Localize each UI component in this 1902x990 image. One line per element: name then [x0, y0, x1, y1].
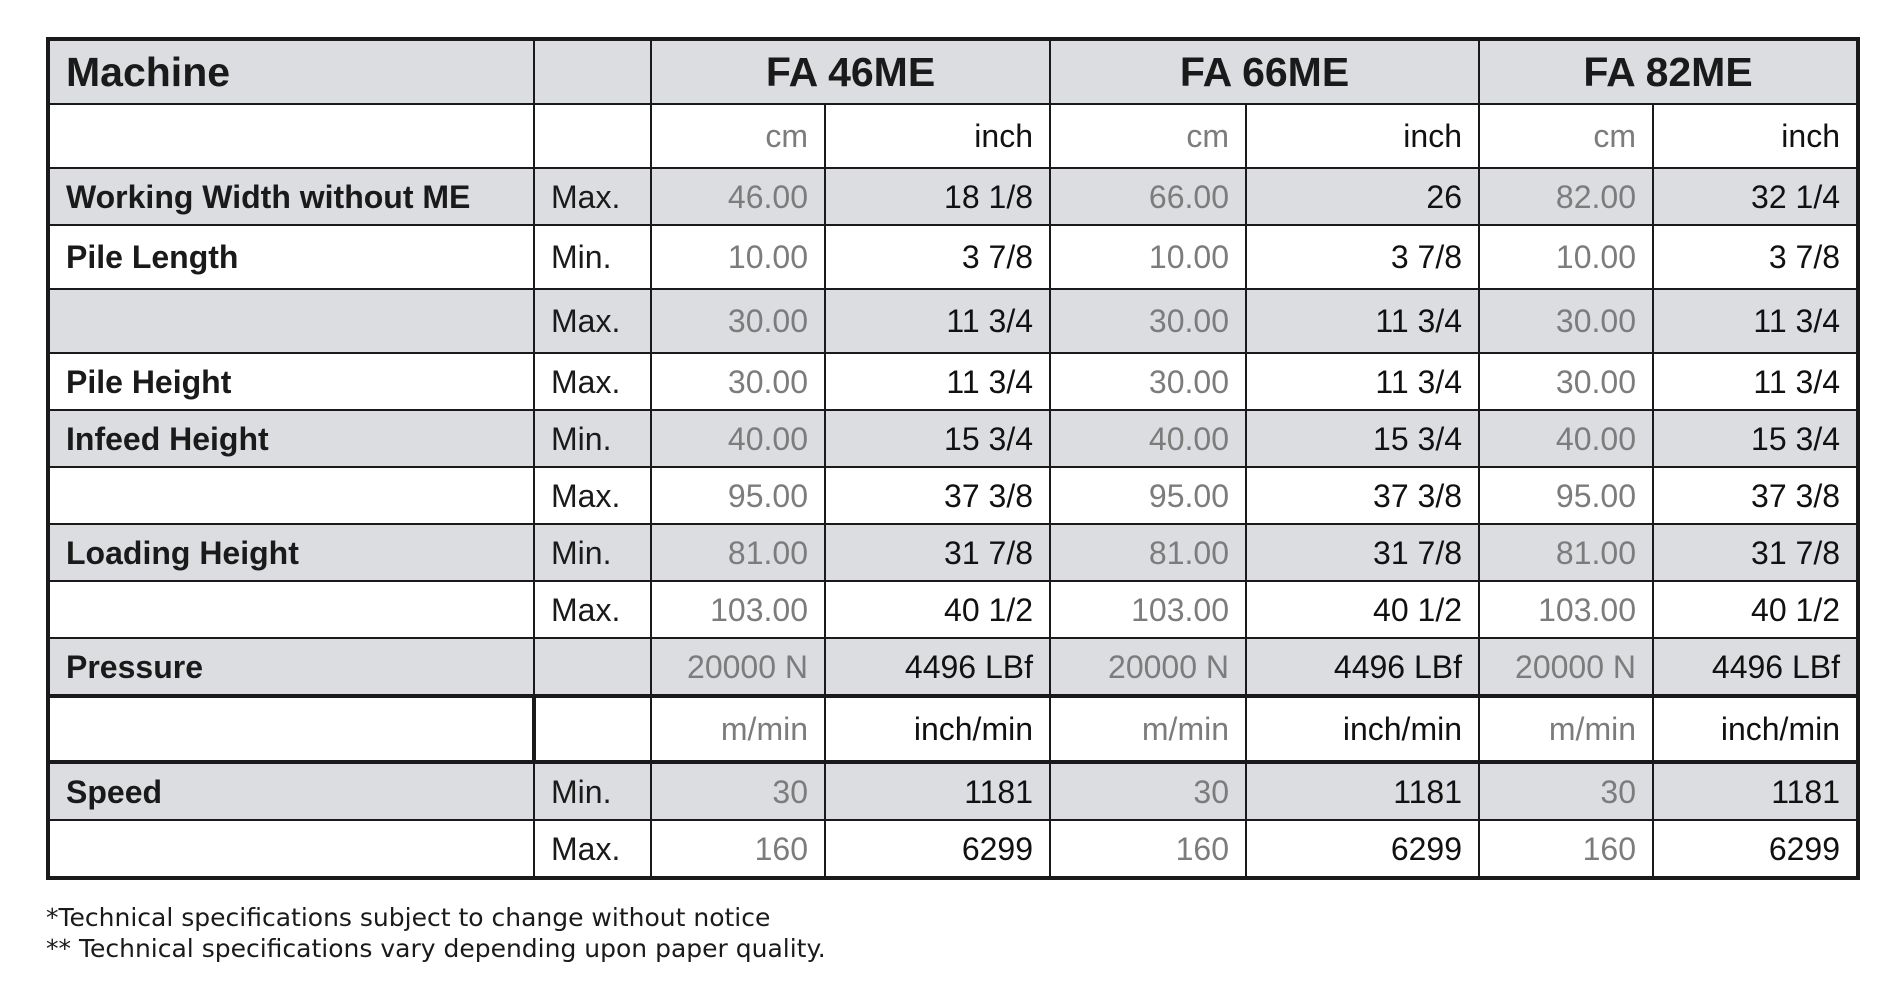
imperial-value: 1181	[1653, 762, 1858, 820]
metric-value: 95.00	[1479, 467, 1653, 524]
imperial-value: 1181	[825, 762, 1050, 820]
metric-value: 30	[1479, 762, 1653, 820]
spec-table	[46, 37, 1860, 880]
row-label: Speed	[48, 762, 534, 820]
metric-value: 103.00	[1050, 581, 1246, 638]
row-label	[48, 467, 534, 524]
metric-value: 82.00	[1479, 168, 1653, 225]
row-qualifier: Max.	[534, 820, 651, 878]
imperial-unit-label: inch/min	[1246, 696, 1479, 762]
metric-value: 30.00	[1050, 289, 1246, 353]
imperial-value: 37 3/8	[825, 467, 1050, 524]
table-row	[48, 820, 1858, 878]
metric-value: 40.00	[1479, 410, 1653, 467]
units-row-qualifier-cell	[534, 696, 651, 762]
metric-value: 160	[651, 820, 825, 878]
footnote-2: ** Technical specifications vary depending upon paper quality.	[46, 934, 826, 963]
imperial-value: 37 3/8	[1653, 467, 1858, 524]
spec-table-wrapper	[46, 37, 1856, 880]
metric-value: 30.00	[651, 289, 825, 353]
imperial-value: 11 3/4	[1653, 289, 1858, 353]
row-label	[48, 820, 534, 878]
imperial-value: 11 3/4	[825, 353, 1050, 410]
imperial-value: 6299	[1653, 820, 1858, 878]
metric-value: 103.00	[1479, 581, 1653, 638]
metric-value: 81.00	[1050, 524, 1246, 581]
metric-value: 40.00	[651, 410, 825, 467]
metric-value: 66.00	[1050, 168, 1246, 225]
imperial-value: 3 7/8	[825, 225, 1050, 289]
units-row	[48, 696, 1858, 762]
row-qualifier: Max.	[534, 581, 651, 638]
metric-unit-label: m/min	[1050, 696, 1246, 762]
row-label	[48, 289, 534, 353]
table-row	[48, 524, 1858, 581]
imperial-unit-label: inch	[825, 104, 1050, 168]
footnotes	[46, 902, 826, 964]
table-row	[48, 762, 1858, 820]
imperial-value: 11 3/4	[1653, 353, 1858, 410]
units-row-qualifier-cell	[534, 104, 651, 168]
imperial-value: 26	[1246, 168, 1479, 225]
metric-value: 40.00	[1050, 410, 1246, 467]
row-qualifier: Max.	[534, 467, 651, 524]
units-row	[48, 104, 1858, 168]
imperial-value: 31 7/8	[825, 524, 1050, 581]
header-row	[48, 39, 1858, 104]
row-label: Infeed Height	[48, 410, 534, 467]
row-label: Pile Length	[48, 225, 534, 289]
imperial-unit-label: inch/min	[825, 696, 1050, 762]
model-header-fa66me: FA 66ME	[1050, 39, 1479, 104]
table-row	[48, 638, 1858, 696]
imperial-value: 40 1/2	[1246, 581, 1479, 638]
imperial-value: 40 1/2	[825, 581, 1050, 638]
imperial-unit-label: inch/min	[1653, 696, 1858, 762]
imperial-value: 11 3/4	[1246, 289, 1479, 353]
units-row-label-cell	[48, 104, 534, 168]
footnote-1: *Technical specifications subject to change without notice	[46, 903, 771, 932]
table-row	[48, 467, 1858, 524]
row-qualifier	[534, 638, 651, 696]
metric-value: 30	[651, 762, 825, 820]
metric-value: 81.00	[1479, 524, 1653, 581]
imperial-value: 11 3/4	[1246, 353, 1479, 410]
row-label	[48, 581, 534, 638]
table-row	[48, 410, 1858, 467]
imperial-value: 6299	[1246, 820, 1479, 878]
metric-value: 30	[1050, 762, 1246, 820]
metric-value: 46.00	[651, 168, 825, 225]
metric-value: 10.00	[1479, 225, 1653, 289]
metric-value: 160	[1479, 820, 1653, 878]
row-label: Loading Height	[48, 524, 534, 581]
row-qualifier: Max.	[534, 168, 651, 225]
metric-value: 81.00	[651, 524, 825, 581]
machine-header: Machine	[48, 39, 534, 104]
row-qualifier: Min.	[534, 410, 651, 467]
imperial-unit-label: inch	[1653, 104, 1858, 168]
units-row-label-cell	[48, 696, 534, 762]
metric-value: 20000 N	[651, 638, 825, 696]
row-qualifier: Min.	[534, 524, 651, 581]
metric-value: 160	[1050, 820, 1246, 878]
imperial-value: 4496 LBf	[1246, 638, 1479, 696]
metric-unit-label: m/min	[1479, 696, 1653, 762]
model-header-fa46me: FA 46ME	[651, 39, 1050, 104]
table-row	[48, 168, 1858, 225]
metric-value: 95.00	[1050, 467, 1246, 524]
row-label: Pressure	[48, 638, 534, 696]
imperial-value: 15 3/4	[825, 410, 1050, 467]
imperial-value: 18 1/8	[825, 168, 1050, 225]
table-row	[48, 225, 1858, 289]
imperial-value: 31 7/8	[1653, 524, 1858, 581]
table-row	[48, 581, 1858, 638]
imperial-unit-label: inch	[1246, 104, 1479, 168]
model-header-fa82me: FA 82ME	[1479, 39, 1858, 104]
metric-value: 10.00	[651, 225, 825, 289]
row-label: Working Width without ME	[48, 168, 534, 225]
imperial-value: 32 1/4	[1653, 168, 1858, 225]
imperial-value: 15 3/4	[1246, 410, 1479, 467]
metric-value: 20000 N	[1479, 638, 1653, 696]
row-qualifier: Max.	[534, 353, 651, 410]
imperial-value: 40 1/2	[1653, 581, 1858, 638]
table-row	[48, 289, 1858, 353]
imperial-value: 15 3/4	[1653, 410, 1858, 467]
imperial-value: 4496 LBf	[1653, 638, 1858, 696]
row-label: Pile Height	[48, 353, 534, 410]
metric-value: 30.00	[1479, 289, 1653, 353]
spec-table-body	[48, 39, 1858, 878]
metric-value: 10.00	[1050, 225, 1246, 289]
imperial-value: 11 3/4	[825, 289, 1050, 353]
imperial-value: 3 7/8	[1246, 225, 1479, 289]
metric-unit-label: cm	[1479, 104, 1653, 168]
row-qualifier: Min.	[534, 225, 651, 289]
metric-value: 30.00	[1479, 353, 1653, 410]
imperial-value: 3 7/8	[1653, 225, 1858, 289]
row-qualifier: Min.	[534, 762, 651, 820]
table-row	[48, 353, 1858, 410]
header-empty-cell	[534, 39, 651, 104]
imperial-value: 31 7/8	[1246, 524, 1479, 581]
row-qualifier: Max.	[534, 289, 651, 353]
imperial-value: 4496 LBf	[825, 638, 1050, 696]
metric-unit-label: m/min	[651, 696, 825, 762]
metric-value: 20000 N	[1050, 638, 1246, 696]
imperial-value: 1181	[1246, 762, 1479, 820]
metric-unit-label: cm	[651, 104, 825, 168]
metric-value: 30.00	[651, 353, 825, 410]
metric-unit-label: cm	[1050, 104, 1246, 168]
imperial-value: 6299	[825, 820, 1050, 878]
imperial-value: 37 3/8	[1246, 467, 1479, 524]
metric-value: 95.00	[651, 467, 825, 524]
metric-value: 103.00	[651, 581, 825, 638]
metric-value: 30.00	[1050, 353, 1246, 410]
